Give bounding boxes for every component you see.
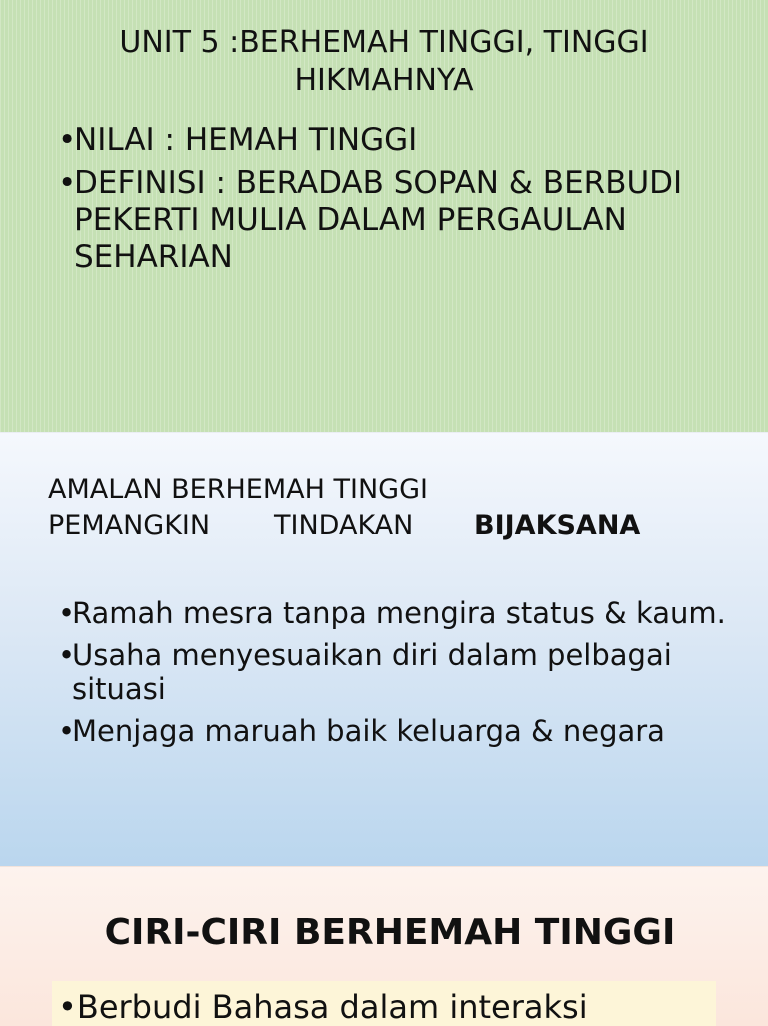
slide-ciri-ciri <box>0 866 768 1026</box>
bullet-item: • Ramah mesra tanpa mengira status & kaum. <box>58 596 748 630</box>
heading-word: PEMANGKIN <box>48 510 211 541</box>
bullet-item: • Menjaga maruah baik keluarga & negara <box>58 714 748 748</box>
bullet-item: •Berbudi Bahasa dalam interaksi <box>58 988 588 1026</box>
heading-word: TINDAKAN <box>274 510 414 541</box>
slide-amalan <box>0 432 768 866</box>
bullet-list <box>58 596 748 756</box>
heading-word-bold: BIJAKSANA <box>474 510 641 541</box>
slide-title: UNIT 5 :BERHEMAH TINGGI, TINGGI HIKMAHNYA <box>119 25 649 98</box>
bullet-list <box>58 122 748 282</box>
slide-title: CIRI-CIRI BERHEMAH TINGGI <box>104 912 676 953</box>
slide-unit-5 <box>0 0 768 432</box>
bullet-item-text: Berbudi Bahasa dalam interaksi <box>76 988 588 1026</box>
bullet-item-definisi: • DEFINISI : BERADAB SOPAN & BERBUDI PEKERTI MULIA DALAM PERGAULAN SEHARIAN <box>58 165 748 276</box>
bullet-item-nilai: • NILAI : HEMAH TINGGI <box>58 122 748 159</box>
bullet-box <box>52 981 716 1026</box>
slide-heading-line1: AMALAN BERHEMAH TINGGI <box>48 474 428 505</box>
bullet-item: • Usaha menyesuaikan diri dalam pelbagai situasi <box>58 638 748 706</box>
